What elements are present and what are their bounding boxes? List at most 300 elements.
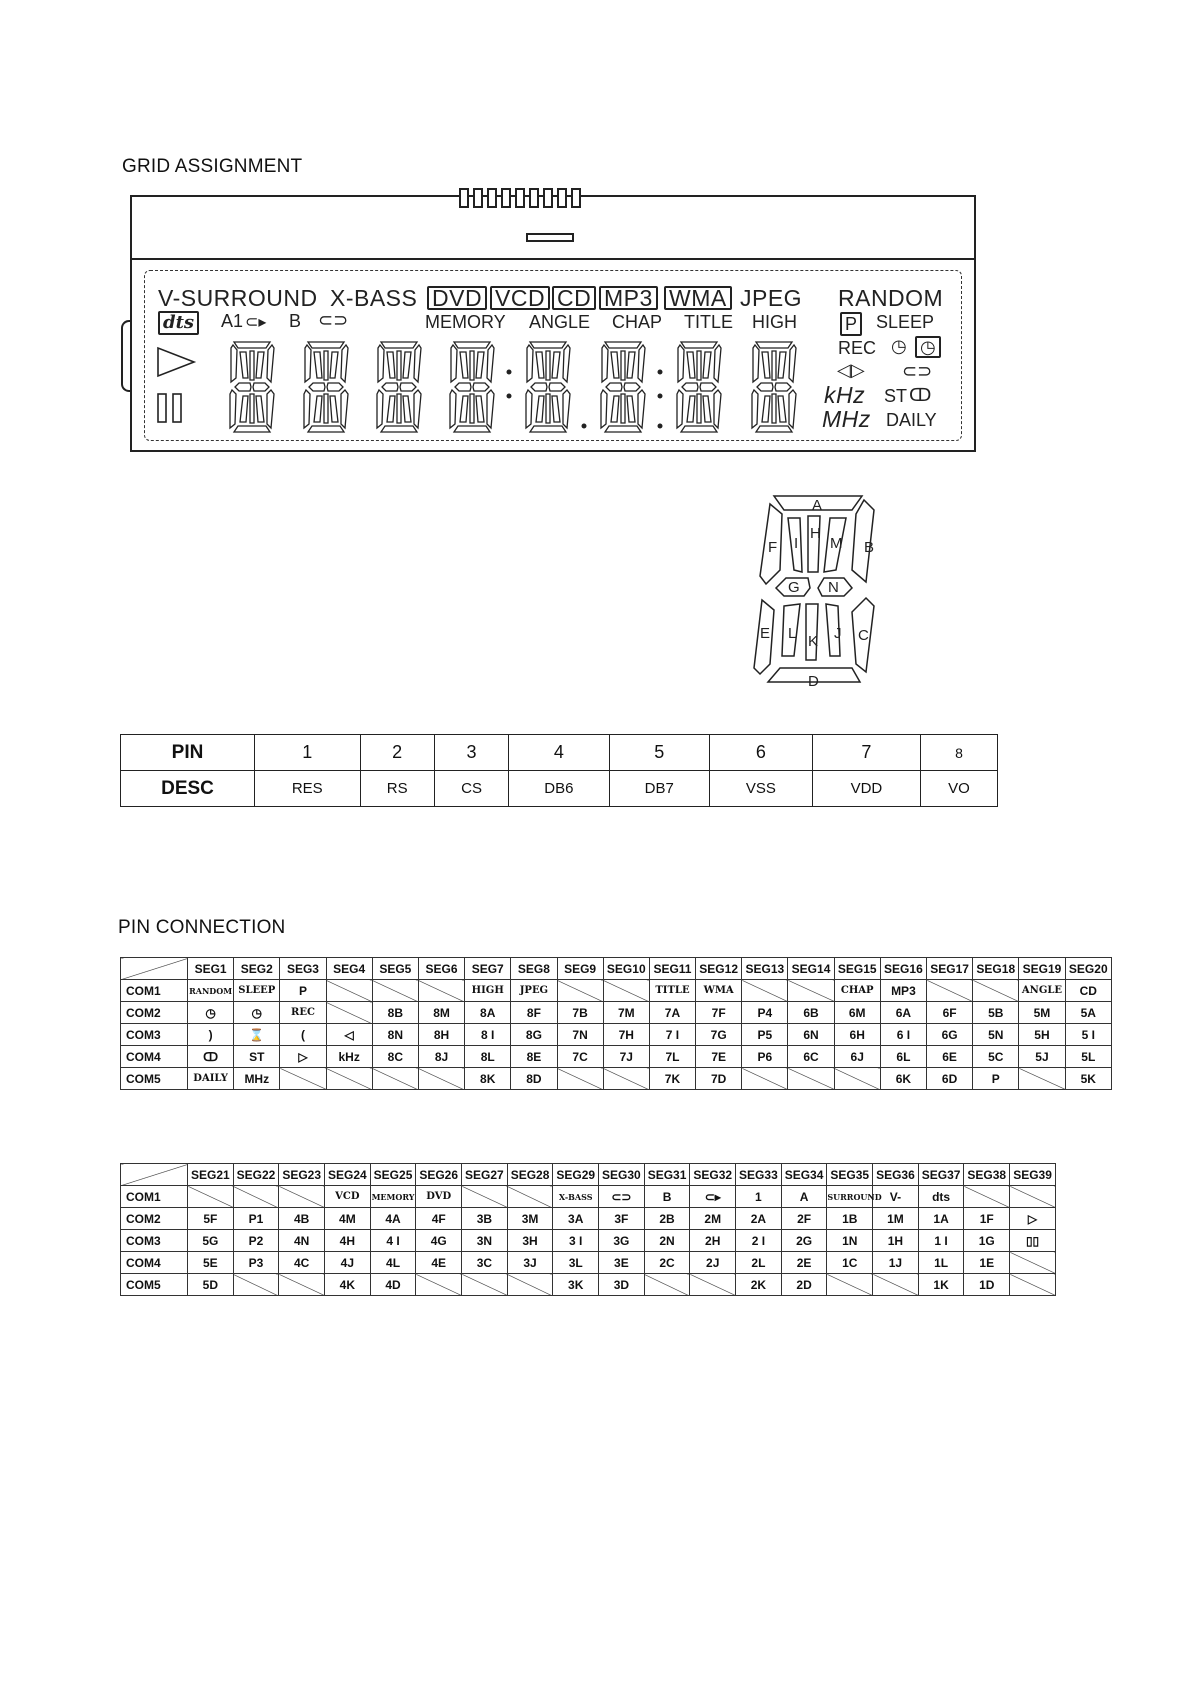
desc-row: [121, 771, 998, 807]
seg-label-h: H: [810, 525, 821, 542]
com-label: COM1: [121, 980, 188, 1002]
lcd-b: B: [289, 311, 302, 331]
segment-cell: 4N: [279, 1230, 325, 1252]
lcd-digit-segment: [778, 352, 786, 378]
segment-cell: SURROUND: [827, 1186, 873, 1208]
lcd-digit-segment: [526, 390, 532, 428]
lcd-digit-segment: [267, 390, 274, 428]
segment-cell: 7K: [649, 1068, 695, 1090]
segment-cell: 2C: [644, 1252, 690, 1274]
segment-cell: P1: [233, 1208, 279, 1230]
unused-cell: [326, 1002, 372, 1024]
lcd-digit-segment: [546, 351, 550, 380]
seg-label-j: J: [834, 625, 842, 642]
stereo-icon: ↀ: [909, 385, 932, 405]
segment-cell: 7L: [649, 1046, 695, 1068]
lcd-digit-segment: [552, 396, 560, 422]
pin-desc: DB6: [509, 771, 609, 807]
segment-cell: 5B: [973, 1002, 1019, 1024]
lcd-digit-segment: [324, 394, 328, 423]
seg-header: SEG19: [1019, 958, 1065, 980]
segment-cell: HIGH: [465, 980, 511, 1002]
seg-header: SEG37: [918, 1164, 964, 1186]
seg-label-e: E: [760, 625, 771, 642]
lcd-wma: WMA: [664, 286, 732, 310]
unused-cell: [507, 1186, 553, 1208]
lcd-digit-segment: [414, 390, 421, 428]
lcd-digit-segment: [455, 383, 471, 391]
lcd-memory: MEMORY: [425, 312, 506, 332]
lcd-jpeg: JPEG: [740, 285, 803, 311]
seg-label-f: F: [768, 539, 778, 556]
segment-cell: dts: [918, 1186, 964, 1208]
segment-cell: 8L: [465, 1046, 511, 1068]
pin-header-label: PIN: [121, 735, 255, 771]
segment-cell: 7 I: [649, 1024, 695, 1046]
pin-desc: VDD: [812, 771, 920, 807]
lcd-digit-segment: [381, 342, 417, 348]
lcd-digit-segment: [487, 345, 494, 382]
segment-cell: 7E: [696, 1046, 742, 1068]
pin-desc: DB7: [609, 771, 709, 807]
lcd-dts-logo: dts: [158, 311, 199, 335]
lcd-high: HIGH: [752, 312, 797, 332]
corner-cell: [121, 1164, 188, 1186]
segment-cell: 5 I: [1065, 1024, 1111, 1046]
unused-cell: [233, 1186, 279, 1208]
seg-header: SEG7: [465, 958, 511, 980]
unused-cell: [280, 1068, 326, 1090]
segment-cell: 4G: [416, 1230, 462, 1252]
seg-header: SEG16: [880, 958, 926, 980]
segment-map-table-2: [120, 1163, 1056, 1296]
segment-cell: 1A: [918, 1208, 964, 1230]
segment-cell: P3: [233, 1252, 279, 1274]
segment-cell: 5K: [1065, 1068, 1111, 1090]
segment-cell: 1 I: [918, 1230, 964, 1252]
timer-loop-icon: ⊂⊃: [902, 361, 933, 381]
segment-cell: 7F: [696, 1002, 742, 1024]
lcd-chap: CHAP: [612, 312, 663, 332]
unused-cell: [873, 1274, 919, 1296]
corner-cell: [121, 958, 188, 980]
unused-cell: [1010, 1252, 1056, 1274]
segment-cell: MP3: [880, 980, 926, 1002]
segment-cell: 5E: [188, 1252, 234, 1274]
segment-cell: P4: [742, 1002, 788, 1024]
lcd-digit-segment: [234, 342, 270, 348]
lcd-v-surround: V-SURROUND: [158, 285, 318, 311]
segment-cell: 2B: [644, 1208, 690, 1230]
segment-cell: 6H: [834, 1024, 880, 1046]
segment-cell: 3N: [462, 1230, 508, 1252]
seg-label-i: I: [794, 535, 799, 552]
segment-cell: 8D: [511, 1068, 557, 1090]
com-label: COM3: [121, 1024, 188, 1046]
segment-cell: 6D: [927, 1068, 973, 1090]
segment-cell: 1M: [873, 1208, 919, 1230]
lcd-khz: kHz: [824, 382, 866, 408]
lcd-digit-segment: [341, 345, 348, 382]
lcd-digit-segment: [638, 390, 645, 428]
lcd-digit-segment: [714, 390, 721, 428]
pin-number: 1: [255, 735, 361, 771]
seg-header: SEG24: [325, 1164, 371, 1186]
segment-cell: P5: [742, 1024, 788, 1046]
timer-clock-icon: ◷: [915, 336, 941, 358]
unused-cell: [742, 980, 788, 1002]
segment-cell: 2K: [736, 1274, 782, 1296]
lcd-digit-segment: [697, 394, 701, 423]
segment-cell: 7G: [696, 1024, 742, 1046]
pin-number: 3: [434, 735, 508, 771]
lcd-divider: [130, 258, 976, 260]
lcd-digit-segment: [772, 394, 776, 423]
segment-cell: 8J: [418, 1046, 464, 1068]
lcd-digit-segment: [611, 352, 619, 378]
lcd-digit-segment: [451, 345, 457, 382]
segment-cell: 1E: [964, 1252, 1010, 1274]
com-row: [121, 980, 1112, 1002]
seg-header: SEG27: [462, 1164, 508, 1186]
segment-cell: 2L: [736, 1252, 782, 1274]
com-label: COM5: [121, 1274, 188, 1296]
segment-cell: 4B: [279, 1208, 325, 1230]
pin-connection-title: PIN CONNECTION: [118, 917, 286, 938]
com-label: COM4: [121, 1252, 188, 1274]
seg-header: SEG32: [690, 1164, 736, 1186]
segment-cell: 6L: [880, 1046, 926, 1068]
seg-header: SEG14: [788, 958, 834, 980]
lcd-digit-segment: [621, 394, 625, 423]
lcd-digit-segment: [414, 345, 421, 382]
pin-desc: RS: [360, 771, 434, 807]
com-label: COM3: [121, 1230, 188, 1252]
segment-k: [806, 604, 818, 660]
seg-header: SEG9: [557, 958, 603, 980]
segment-cell: ▷: [1010, 1208, 1056, 1230]
segment-cell: 8N: [372, 1024, 418, 1046]
segment-cell: 2N: [644, 1230, 690, 1252]
unused-cell: [973, 980, 1019, 1002]
segment-cell: CHAP: [834, 980, 880, 1002]
com-label: COM1: [121, 1186, 188, 1208]
lcd-digit-segment: [309, 383, 325, 391]
segment-cell: 5D: [188, 1274, 234, 1296]
lcd-sleep: SLEEP: [876, 312, 935, 332]
lcd-digit-segment: [250, 394, 254, 423]
lcd-digit-segment: [253, 383, 269, 391]
segment-cell: REC: [280, 1002, 326, 1024]
lcd-digit-segment: [450, 390, 456, 428]
unused-cell: [927, 980, 973, 1002]
lcd-digit-segment: [527, 345, 533, 382]
lcd-digit-segment: [324, 351, 328, 380]
lcd-digit-segment: [714, 345, 721, 382]
seg-header: SEG15: [834, 958, 880, 980]
lcd-digit-segment: [235, 383, 251, 391]
segment-cell: 1L: [918, 1252, 964, 1274]
lcd-digit-segment: [687, 396, 695, 422]
segment-cell: ◷: [188, 1002, 234, 1024]
segment-cell: 2A: [736, 1208, 782, 1230]
connector-pins: [459, 188, 581, 208]
segment-cell: TITLE: [649, 980, 695, 1002]
segment-cell: A: [781, 1186, 827, 1208]
com-row: [121, 1024, 1112, 1046]
lcd-digit-segment: [387, 352, 395, 378]
seg-header: SEG29: [553, 1164, 599, 1186]
segment-cell: 1J: [873, 1252, 919, 1274]
segment-cell: 3M: [507, 1208, 553, 1230]
unused-cell: [834, 1068, 880, 1090]
lcd-digit-segment: [563, 390, 570, 428]
unused-cell: [557, 980, 603, 1002]
lcd-digit-segment: [752, 390, 758, 428]
segment-cell: 2H: [690, 1230, 736, 1252]
unused-cell: [326, 1068, 372, 1090]
segment-cell: P6: [742, 1046, 788, 1068]
lcd-digit-segment: [775, 383, 791, 391]
lcd-digit-segment: [234, 426, 270, 432]
lcd-digit-segment: [314, 352, 322, 378]
segment-cell: 4D: [370, 1274, 416, 1296]
lcd-rec: REC: [838, 338, 877, 358]
segment-cell: 2F: [781, 1208, 827, 1230]
unused-cell: [372, 1068, 418, 1090]
seg-header-row: [121, 958, 1112, 980]
seg-header: SEG30: [599, 1164, 645, 1186]
lcd-digit-segment: [470, 394, 474, 423]
seg-header: SEG8: [511, 958, 557, 980]
lcd-digit-segment: [756, 426, 792, 432]
unused-cell: [416, 1274, 462, 1296]
unused-cell: [279, 1186, 325, 1208]
segment-cell: 3F: [599, 1208, 645, 1230]
lcd-random: RANDOM: [838, 285, 944, 311]
segment-cell: 7D: [696, 1068, 742, 1090]
clock-icon: ◷: [891, 336, 907, 356]
segment-cell: 1G: [964, 1230, 1010, 1252]
lcd-digit-segment: [778, 396, 786, 422]
unused-cell: [964, 1186, 1010, 1208]
seg-header: SEG6: [418, 958, 464, 980]
segment-cell: RANDOM: [188, 980, 234, 1002]
segment-cell: 3D: [599, 1274, 645, 1296]
lcd-digit-segment: [605, 342, 641, 348]
lcd-cd: CD: [552, 286, 596, 310]
lcd-digit-segment: [681, 426, 717, 432]
segment-cell: 6M: [834, 1002, 880, 1024]
seg-header: SEG39: [1010, 1164, 1056, 1186]
segment-cell: SLEEP: [234, 980, 280, 1002]
lcd-digit-segment: [256, 396, 264, 422]
seg-header: SEG17: [927, 958, 973, 980]
lcd-digit-segment: [473, 383, 489, 391]
segment-cell: 3 I: [553, 1230, 599, 1252]
segment-cell: 2M: [690, 1208, 736, 1230]
segment-map-table-1: [120, 957, 1112, 1090]
play-icon: [158, 348, 194, 376]
segment-cell: ▷: [280, 1046, 326, 1068]
lcd-vcd: VCD: [490, 286, 550, 310]
segment-cell: 8G: [511, 1024, 557, 1046]
segment-cell: ◷: [234, 1002, 280, 1024]
lcd-digit-segment: [267, 345, 274, 382]
lcd-digit-segment: [687, 352, 695, 378]
lcd-digit-segment: [762, 352, 770, 378]
lcd-digit-segment: [476, 352, 484, 378]
segment-cell: 4 I: [370, 1230, 416, 1252]
lcd-digit-segment: [703, 352, 711, 378]
lcd-digit-segment: [624, 383, 640, 391]
connector-slot: [526, 233, 574, 242]
segment-cell: 6N: [788, 1024, 834, 1046]
segment-cell: ⌛: [234, 1024, 280, 1046]
com-row: [121, 1186, 1056, 1208]
seg-header: SEG34: [781, 1164, 827, 1186]
segment-cell: 4K: [325, 1274, 371, 1296]
unused-cell: [1010, 1274, 1056, 1296]
lcd-digit-segment: [546, 394, 550, 423]
segment-cell: 1B: [827, 1208, 873, 1230]
segment-cell: 3C: [462, 1252, 508, 1274]
lcd-digit-segment: [602, 345, 608, 382]
seg-header: SEG21: [188, 1164, 234, 1186]
com-row: [121, 1046, 1112, 1068]
pin-number: 7: [812, 735, 920, 771]
com-label: COM4: [121, 1046, 188, 1068]
lcd-digit-segment: [549, 383, 565, 391]
lcd-digit-segment: [381, 426, 417, 432]
segment-cell: B: [644, 1186, 690, 1208]
seg-label-b: B: [864, 539, 875, 556]
segment-cell: V-: [873, 1186, 919, 1208]
unused-cell: [788, 980, 834, 1002]
lcd-digit-segment: [400, 383, 416, 391]
seg-header: SEG10: [603, 958, 649, 980]
fourteen-segment-diagram: [752, 488, 892, 698]
segment-cell: P2: [233, 1230, 279, 1252]
segment-cell: 8H: [418, 1024, 464, 1046]
seg-header: SEG12: [696, 958, 742, 980]
lcd-digit-segment: [403, 396, 411, 422]
lcd-digit-segment: [487, 390, 494, 428]
lcd-digit-segment: [677, 390, 683, 428]
lcd-digit-segment: [476, 396, 484, 422]
com-label: COM5: [121, 1068, 188, 1090]
lcd-digit-segment: [627, 396, 635, 422]
com-row: [121, 1068, 1112, 1090]
seg-label-l: L: [788, 625, 797, 642]
seg-label-g: G: [788, 579, 800, 596]
seg-header: SEG1: [188, 958, 234, 980]
unused-cell: [788, 1068, 834, 1090]
segment-cell: 5N: [973, 1024, 1019, 1046]
lcd-digit-segment: [611, 396, 619, 422]
lcd-digit-segment: [621, 351, 625, 380]
segment-cell: 3B: [462, 1208, 508, 1230]
lcd-digit-segment: [772, 351, 776, 380]
segment-cell: 6C: [788, 1046, 834, 1068]
lcd-digit-segment: [240, 352, 248, 378]
segment-cell: P: [280, 980, 326, 1002]
com-row: [121, 1208, 1056, 1230]
segment-cell: 6G: [927, 1024, 973, 1046]
lcd-digit-segment: [397, 394, 401, 423]
seg-header: SEG20: [1065, 958, 1111, 980]
segment-cell: 8K: [465, 1068, 511, 1090]
segment-cell: 6F: [927, 1002, 973, 1024]
segment-cell: 1: [736, 1186, 782, 1208]
unused-cell: [1010, 1186, 1056, 1208]
seg-header: SEG36: [873, 1164, 919, 1186]
seg-header: SEG22: [233, 1164, 279, 1186]
unused-cell: [188, 1186, 234, 1208]
segment-cell: ▯▯: [1010, 1230, 1056, 1252]
lcd-digit-segment: [454, 426, 490, 432]
lcd-digit-segment: [377, 390, 383, 428]
seg-header-row: [121, 1164, 1056, 1186]
com-label: COM2: [121, 1208, 188, 1230]
segment-cell: 6 I: [880, 1024, 926, 1046]
lcd-side-tab: [121, 320, 131, 392]
segment-cell: ANGLE: [1019, 980, 1065, 1002]
segment-cell: 4E: [416, 1252, 462, 1274]
segment-cell: P: [973, 1068, 1019, 1090]
segment-cell: 3A: [553, 1208, 599, 1230]
pin-row: [121, 735, 998, 771]
segment-cell: 4L: [370, 1252, 416, 1274]
segment-cell: 6B: [788, 1002, 834, 1024]
grid-assignment-title: GRID ASSIGNMENT: [122, 156, 303, 177]
pin-number: 4: [509, 735, 609, 771]
segment-cell: 7H: [603, 1024, 649, 1046]
segment-cell: ST: [234, 1046, 280, 1068]
lcd-digit-segment: [681, 342, 717, 348]
lcd-digit-segment: [757, 383, 773, 391]
segment-cell: ): [188, 1024, 234, 1046]
segment-cell: 7A: [649, 1002, 695, 1024]
segment-cell: 2J: [690, 1252, 736, 1274]
unused-cell: [644, 1274, 690, 1296]
segment-cell: 2D: [781, 1274, 827, 1296]
lcd-daily: DAILY: [886, 410, 937, 430]
lcd-digit-segment: [605, 426, 641, 432]
segment-cell: 2 I: [736, 1230, 782, 1252]
seg-header: SEG13: [742, 958, 788, 980]
segment-cell: 5J: [1019, 1046, 1065, 1068]
seg-header: SEG38: [964, 1164, 1010, 1186]
segment-cell: MEMORY: [370, 1186, 416, 1208]
segment-cell: DVD: [416, 1186, 462, 1208]
lcd-digit-segment: [304, 390, 310, 428]
desc-header-label: DESC: [121, 771, 255, 807]
pin-description-table: [120, 734, 998, 807]
lcd-digit-segment: [638, 345, 645, 382]
lcd-digit-segment: [387, 396, 395, 422]
lcd-digit-segment: [403, 352, 411, 378]
segment-cell: 5H: [1019, 1024, 1065, 1046]
segment-cell: 2E: [781, 1252, 827, 1274]
lcd-digit-segment: [697, 351, 701, 380]
unused-cell: [418, 1068, 464, 1090]
segment-cell: 4A: [370, 1208, 416, 1230]
seg-header: SEG33: [736, 1164, 782, 1186]
unused-cell: [279, 1274, 325, 1296]
lcd-mhz: MHz: [822, 406, 871, 432]
segment-cell: 8C: [372, 1046, 418, 1068]
